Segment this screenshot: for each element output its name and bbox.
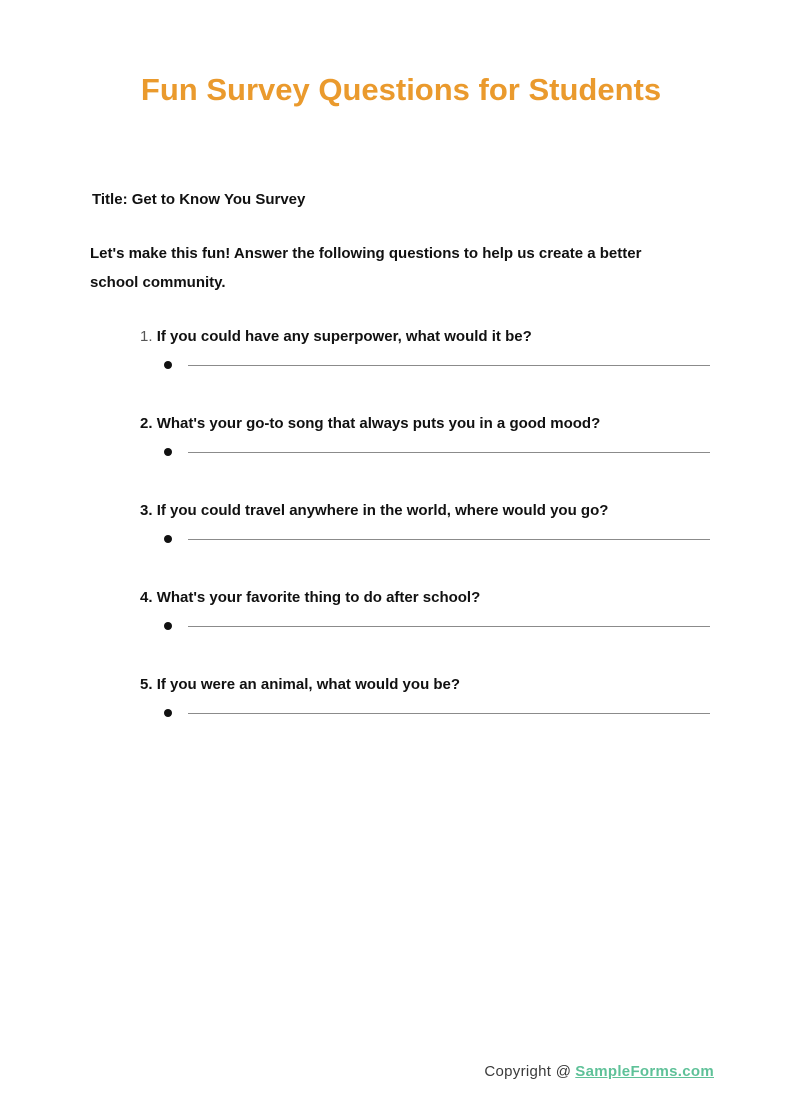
bullet-icon (164, 622, 172, 630)
bullet-icon (164, 448, 172, 456)
sampleforms-link[interactable]: SampleForms.com (575, 1063, 714, 1080)
intro-line-1: Let's make this fun! Answer the following questions to help us create a better (90, 244, 642, 262)
page-title: Fun Survey Questions for Students (140, 72, 662, 107)
question-item-4 (140, 589, 712, 631)
answer-row (164, 535, 710, 544)
question-line (140, 589, 712, 606)
question-item-5 (140, 676, 712, 718)
answer-blank-line (188, 452, 710, 453)
question-item-3 (140, 502, 712, 544)
question-text: What's your go-to song that always puts you in a good mood? (156, 414, 601, 432)
intro-text (90, 239, 712, 297)
question-line (140, 502, 712, 519)
question-item-2 (140, 415, 712, 457)
footer (484, 1063, 714, 1080)
question-line (140, 676, 712, 693)
document-content (90, 191, 712, 718)
answer-blank-line (188, 626, 710, 627)
question-text: If you could travel anywhere in the world, where would you go? (156, 501, 609, 519)
question-number: 5. (140, 675, 153, 693)
answer-row (164, 709, 710, 718)
survey-title-line: Title: Get to Know You Survey (92, 190, 306, 208)
question-number: 3. (140, 501, 153, 519)
question-list (140, 328, 712, 718)
intro-line-2: school community. (90, 273, 226, 291)
copyright-text: Copyright @ (484, 1063, 572, 1080)
answer-blank-line (188, 539, 710, 540)
answer-row (164, 622, 710, 631)
question-text: If you could have any superpower, what would it be? (156, 327, 532, 345)
answer-blank-line (188, 365, 710, 366)
answer-blank-line (188, 713, 710, 714)
answer-row (164, 448, 710, 457)
question-item-1 (140, 328, 712, 370)
question-line (140, 328, 712, 345)
question-number: 2. (140, 414, 153, 432)
bullet-icon (164, 535, 172, 543)
question-number: 4. (140, 588, 153, 606)
document-page (0, 72, 802, 1105)
bullet-icon (164, 709, 172, 717)
bullet-icon (164, 361, 172, 369)
question-number: 1. (140, 327, 153, 345)
question-line (140, 415, 712, 432)
question-text: What's your favorite thing to do after school? (156, 588, 481, 606)
answer-row (164, 361, 710, 370)
question-text: If you were an animal, what would you be? (156, 675, 461, 693)
